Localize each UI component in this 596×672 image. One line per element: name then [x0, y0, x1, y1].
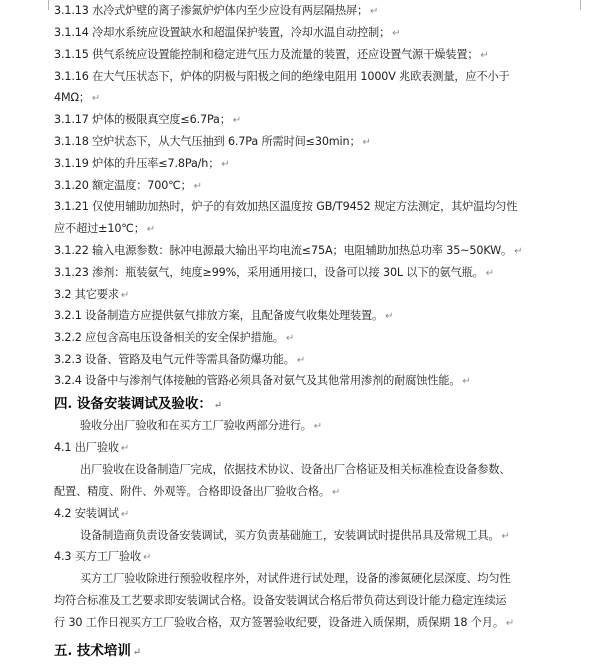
paragraph-mark-icon: ↵: [285, 333, 295, 344]
line-text: 3.1.13 水冷式炉壁的离子渗氮炉炉体内至少应设有两层隔热屏；: [54, 4, 369, 17]
paragraph-mark-icon: ↵: [485, 268, 494, 279]
paragraph-mark-icon: ↵: [501, 531, 510, 542]
line-text: 4.3 买方工厂验收: [54, 550, 141, 563]
paragraph-mark-icon: ↵: [296, 355, 306, 366]
paragraph-mark-icon: ↵: [480, 50, 489, 61]
text-line: [54, 507, 129, 522]
line-text: 行 30 工作日视买方工厂验收合格，双方签署验收纪要，设备进入质保期，质保期 18 个月。: [54, 616, 504, 629]
line-text: 配置、精度、附件、外观等。合格即设备出厂验收合格。: [54, 485, 330, 498]
margin-corner-top-right: [580, 0, 591, 10]
section-heading: [54, 644, 141, 660]
section-heading: [54, 397, 222, 413]
text-line: [54, 331, 294, 346]
line-text: 3.2.1 设备制造方应提供氨气排放方案，且配备废气收集处理装置。: [54, 309, 384, 322]
text-line: [54, 288, 129, 303]
line-text: 四. 设备安装调试及验收：: [54, 396, 212, 412]
text-line: [54, 441, 129, 456]
text-line: [80, 463, 510, 477]
paragraph-mark-icon: ↵: [91, 93, 101, 104]
paragraph-mark-icon: ↵: [142, 552, 152, 563]
paragraph-mark-icon: ↵: [120, 509, 130, 520]
paragraph-mark-icon: ↵: [221, 159, 230, 170]
paragraph-mark-icon: ↵: [313, 421, 323, 432]
line-text: 3.1.22 输入电源参数：脉冲电源最大输出平均电流≤75A；电阻辅助加热总功率 35~50KW。: [54, 244, 513, 257]
line-text: 3.1.17 炉体的极限真空度≤6.7Pa；: [54, 113, 231, 126]
line-text: 3.2.2 应包含高电压设备相关的安全保护措施。: [54, 331, 284, 344]
text-line: [54, 135, 371, 150]
paragraph-mark-icon: ↵: [120, 443, 130, 454]
paragraph-mark-icon: ↵: [232, 115, 242, 126]
text-line: [54, 353, 305, 368]
paragraph-mark-icon: ↵: [370, 6, 379, 17]
text-line: [54, 91, 100, 106]
line-text: 3.2.4 设备中与渗剂气体接触的管路必须具备对氨气及其他常用渗剂的耐腐蚀性能。: [54, 374, 461, 387]
text-line: [54, 485, 340, 500]
text-line: [80, 529, 510, 544]
line-text: 3.1.14 冷却水系统应设置缺水和超温保护装置，冷却水温自动控制；: [54, 26, 391, 39]
line-text: 均符合标准及工艺要求即安装调试合格。设备安装调试合格后带负荷达到设计能力稳定连续运: [54, 594, 507, 607]
text-line: [54, 374, 471, 389]
line-text: 3.1.18 空炉状态下，从大气压抽到 6.7Pa 所需时间≤30min；: [54, 135, 361, 148]
paragraph-mark-icon: ↵: [146, 224, 155, 235]
line-text: 3.1.15 供气系统应设置能控制和稳定进气压力及流量的装置，还应设置气源干燥装置；: [54, 48, 479, 61]
text-line: [54, 200, 517, 214]
text-line: [54, 244, 522, 259]
line-text: 出厂验收在设备制造厂完成，依据技术协议、设备出厂合格证及相关标准检查设备参数、: [80, 463, 511, 476]
line-text: 验收分出厂验收和在买方工厂验收两部分进行。: [80, 419, 312, 432]
text-line: [54, 594, 507, 608]
text-line: [54, 309, 393, 324]
paragraph-mark-icon: ↵: [120, 290, 130, 301]
paragraph-mark-icon: ↵: [213, 400, 223, 411]
text-line: [54, 26, 400, 41]
text-line: [54, 113, 241, 128]
line-text: 买方工厂验收除进行预验收程序外，对试件进行试处理，设备的渗氮硬化层深度、均匀性: [80, 572, 511, 585]
text-line: [54, 266, 494, 281]
line-text: 3.1.19 炉体的升压率≤7.8Pa/h；: [54, 157, 220, 170]
line-text: 应不超过±10℃；: [54, 222, 145, 235]
line-text: 4MΩ；: [54, 91, 90, 104]
text-line: [54, 70, 510, 84]
text-line: [54, 4, 378, 19]
paragraph-mark-icon: ↵: [385, 311, 394, 322]
paragraph-mark-icon: ↵: [505, 618, 515, 629]
text-line: [54, 550, 151, 565]
margin-corner-top-left: [38, 0, 49, 10]
text-line: [54, 616, 514, 631]
line-text: 3.1.23 渗剂：瓶装氨气，纯度≥99%，采用通用接口，设备可以接 30L 以下的氨气瓶。: [54, 266, 484, 279]
text-line: [54, 48, 489, 63]
line-text: 4.2 安装调试: [54, 507, 119, 520]
paragraph-mark-icon: ↵: [132, 647, 142, 658]
line-text: 3.1.20 额定温度：700℃；: [54, 179, 192, 192]
paragraph-mark-icon: ↵: [362, 137, 371, 148]
line-text: 设备制造商负责设备安装调试，买方负责基础施工，安装调试时提供吊具及常规工具。: [80, 529, 500, 542]
paragraph-mark-icon: ↵: [514, 246, 523, 257]
line-text: 3.2 其它要求: [54, 288, 119, 301]
text-line: [54, 179, 202, 194]
line-text: 3.2.3 设备、管路及电气元件等需具备防爆功能。: [54, 353, 295, 366]
paragraph-mark-icon: ↵: [193, 181, 202, 192]
text-line: [54, 157, 230, 172]
text-line: [80, 572, 510, 586]
text-line: [54, 222, 155, 237]
line-text: 3.1.16 在大气压状态下，炉体的阴极与阳极之间的绝缘电阻用 1000V 兆欧表测量，应不小于: [54, 70, 510, 83]
line-text: 五. 技术培训: [54, 643, 131, 659]
paragraph-mark-icon: ↵: [331, 487, 341, 498]
paragraph-mark-icon: ↵: [462, 376, 471, 387]
paragraph-mark-icon: ↵: [392, 28, 401, 39]
text-line: [80, 419, 322, 434]
line-text: 4.1 出厂验收: [54, 441, 119, 454]
line-text: 3.1.21 仅使用辅助加热时，炉子的有效加热区温度按 GB/T9452 规定方法测定，其炉温均匀性: [54, 200, 518, 213]
